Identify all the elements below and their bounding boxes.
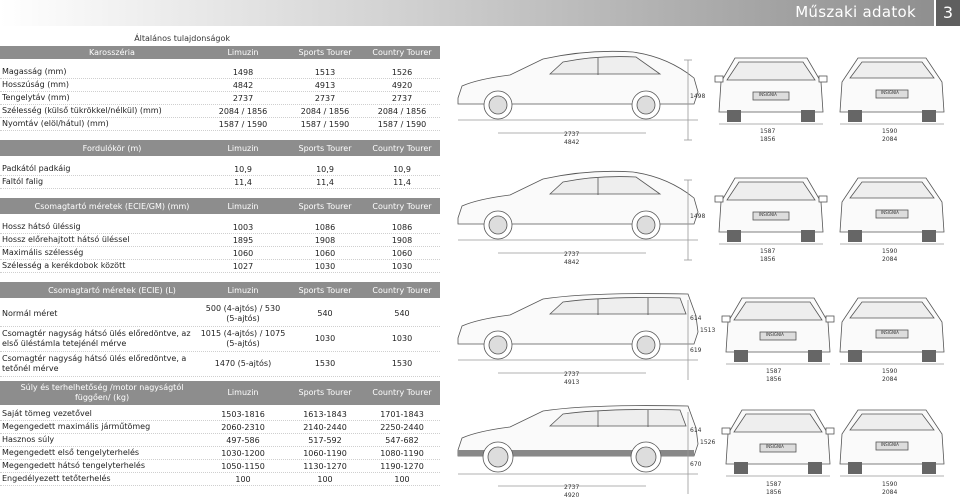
rear-track-label: 1590	[882, 128, 898, 135]
table-row: Megengedett első tengelyterhelés 1030-1200 1060-1190 1080-1190	[0, 447, 440, 460]
table-row: Saját tömeg vezetővel 1503-1816 1613-1843 1701-1843	[0, 408, 440, 421]
length-label: 4920	[564, 492, 580, 499]
vehicle-dimension-drawings	[448, 34, 960, 503]
limuzin-5-door-drawing	[458, 171, 944, 266]
svg-text:INSIGNIA: INSIGNIA	[881, 90, 899, 95]
front-width-label: 1856	[766, 489, 782, 496]
col-header: Karosszéria	[89, 48, 135, 57]
table-row: Hossz előrehajtott hátsó üléssel 1895 1908 1908	[0, 234, 440, 247]
table-row: Hosszúság (mm) 4842 4913 4920	[0, 79, 440, 92]
wheelbase-label: 2737	[564, 251, 580, 258]
table-row: Megengedett maximális járműtömeg 2060-2310 2140-2440 2250-2440	[0, 421, 440, 434]
front-track-label: 1587	[766, 368, 782, 375]
svg-text:INSIGNIA: INSIGNIA	[766, 444, 784, 449]
table-row: Magasság (mm) 1498 1513 1526	[0, 66, 440, 79]
table-row: Szélesség a kerékdobok között 1027 1030 1030	[0, 260, 440, 273]
length-label: 4913	[564, 379, 580, 386]
spec-tables	[0, 32, 440, 486]
svg-text:INSIGNIA: INSIGNIA	[759, 212, 777, 217]
rear-width-label: 2084	[882, 256, 898, 263]
weight-table-header: Súly és terhelhetőség /motor nagyságtól függően/ (kg) Limuzin Sports Tourer Country Tourer	[0, 381, 440, 405]
country-tourer-drawing	[458, 406, 944, 499]
header	[0, 0, 960, 26]
svg-text:INSIGNIA: INSIGNIA	[881, 330, 899, 335]
badge-label: INSIGNIA	[759, 92, 777, 97]
table-row: Engedélyezett tetőterhelés 100 100 100	[0, 473, 440, 486]
wheelbase-label: 2737	[564, 131, 580, 138]
rear-track-label: 1590	[882, 368, 898, 375]
table-row: Csomagtér nagyság hátsó ülés előredöntve, az első üléstámla tetejénél mérve 1015 (4-ajtós) / 1075 (5-ajtós) 1030 1030	[0, 327, 440, 352]
svg-text:INSIGNIA: INSIGNIA	[881, 210, 899, 215]
luggage-gm-table-header: Csomagtartó méretek (ECIE/GM) (mm) Limuzin Sports Tourer Country Tourer	[0, 198, 440, 214]
table-row: Csomagtér nagyság hátsó ülés előredöntve, a tetőnél mérve 1470 (5-ajtós) 1530 1530	[0, 352, 440, 377]
table-row: Padkától padkáig 10,9 10,9 10,9	[0, 163, 440, 176]
rear-track-label: 1590	[882, 248, 898, 255]
svg-text:INSIGNIA: INSIGNIA	[766, 332, 784, 337]
wheelbase-label: 2737	[564, 371, 580, 378]
header-gradient-bar	[0, 0, 934, 26]
height-label: 1498	[690, 93, 706, 100]
table-row: Normál méret 500 (4-ajtós) / 530 (5-ajtós) 540 540	[0, 302, 440, 327]
rear-width-label: 2084	[882, 136, 898, 143]
table-row: Megengedett hátsó tengelyterhelés 1050-1150 1130-1270 1190-1270	[0, 460, 440, 473]
table-row: Maximális szélesség 1060 1060 1060	[0, 247, 440, 260]
wheelbase-label: 2737	[564, 484, 580, 491]
page-title: Műszaki adatok	[795, 3, 916, 21]
front-width-label: 1856	[760, 256, 776, 263]
height-upper-label: 614	[690, 315, 702, 322]
page-number: 3	[936, 0, 960, 26]
front-width-label: 1856	[766, 376, 782, 383]
col-header: Sports Tourer	[298, 48, 352, 57]
luggage-l-table-header: Csomagtartó méretek (ECIE) (L) Limuzin Sports Tourer Country Tourer	[0, 282, 440, 298]
height-total-label: 1526	[700, 439, 716, 446]
rear-width-label: 2084	[882, 489, 898, 496]
table-row: Tengelytáv (mm) 2737 2737 2737	[0, 92, 440, 105]
height-label: 1498	[690, 213, 706, 220]
table-row: Hasznos súly 497-586 517-592 547-682	[0, 434, 440, 447]
length-label: 4842	[564, 139, 580, 146]
svg-text:INSIGNIA: INSIGNIA	[881, 442, 899, 447]
limuzin-drawing	[458, 51, 944, 146]
rear-width-label: 2084	[882, 376, 898, 383]
front-track-label: 1587	[760, 128, 776, 135]
height-lower-label: 670	[690, 461, 702, 468]
front-track-label: 1587	[760, 248, 776, 255]
general-table-header	[0, 46, 440, 59]
rear-track-label: 1590	[882, 481, 898, 488]
sports-tourer-drawing	[458, 294, 944, 386]
front-width-label: 1856	[760, 136, 776, 143]
height-upper-label: 614	[690, 427, 702, 434]
col-header: Limuzin	[227, 48, 259, 57]
table-row: Nyomtáv (elöl/hátul) (mm) 1587 / 1590 1587 / 1590 1587 / 1590	[0, 118, 440, 131]
table-row: Szélesség (külső tükrökkel/nélkül) (mm) 2084 / 1856 2084 / 1856 2084 / 1856	[0, 105, 440, 118]
general-section-title: Általános tulajdonságok	[134, 34, 230, 43]
col-header: Country Tourer	[372, 48, 432, 57]
front-track-label: 1587	[766, 481, 782, 488]
table-row: Hossz hátsó üléssig 1003 1086 1086	[0, 221, 440, 234]
turning-table-header: Fordulókör (m) Limuzin Sports Tourer Country Tourer	[0, 140, 440, 156]
height-lower-label: 619	[690, 347, 702, 354]
length-label: 4842	[564, 259, 580, 266]
table-row: Faltól falig 11,4 11,4 11,4	[0, 176, 440, 189]
height-total-label: 1513	[700, 327, 716, 334]
